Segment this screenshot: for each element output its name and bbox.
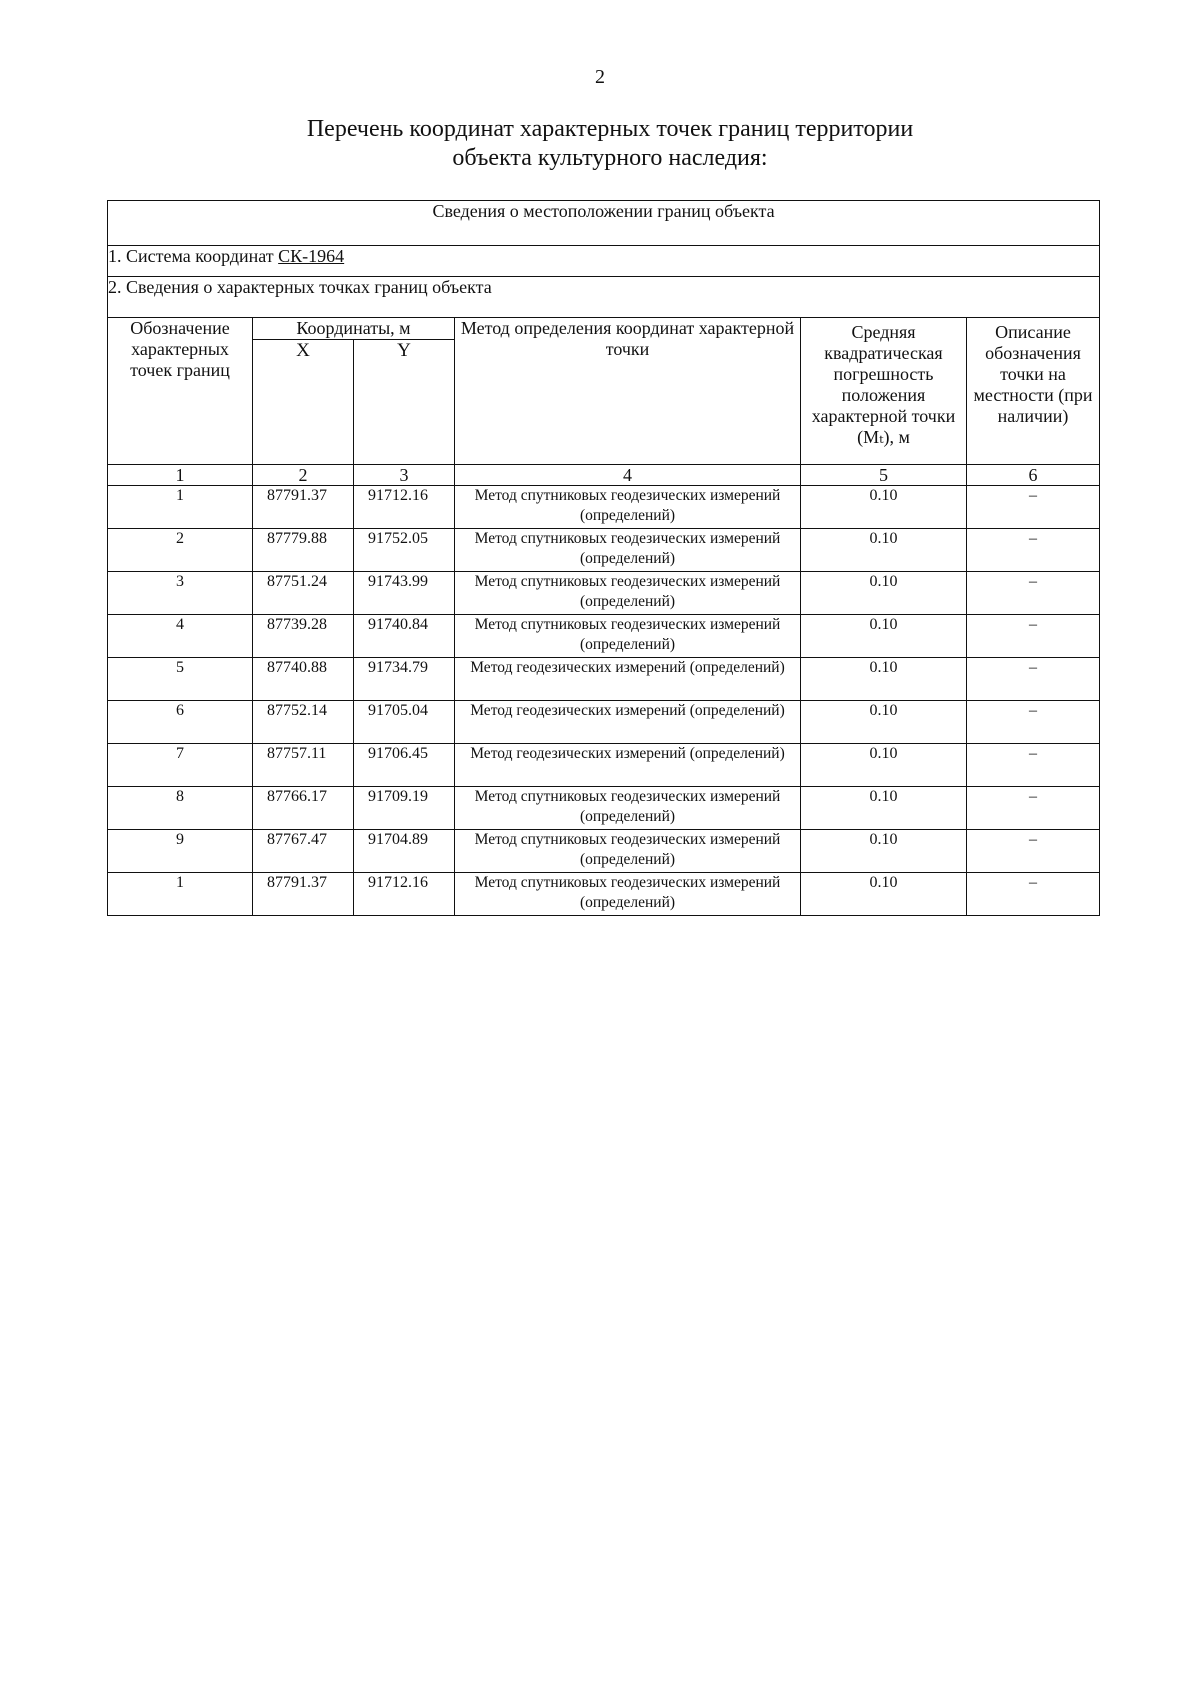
header-method: Метод определения координат характерной точки	[455, 318, 801, 465]
point-number: 3	[108, 572, 253, 615]
column-number: 4	[455, 465, 801, 486]
point-description: –	[967, 486, 1100, 529]
coord-x: 87791.37	[253, 486, 354, 529]
table-row	[108, 830, 1100, 873]
method: Метод геодезических измерений (определений)	[455, 744, 801, 787]
section-title: Сведения о местоположении границ объекта	[108, 201, 1100, 246]
column-number: 1	[108, 465, 253, 486]
method: Метод спутниковых геодезических измерений (определений)	[455, 615, 801, 658]
page-number: 2	[595, 66, 605, 88]
mean-error: 0.10	[801, 572, 967, 615]
column-number: 6	[967, 465, 1100, 486]
method: Метод геодезических измерений (определений)	[455, 658, 801, 701]
coord-y: 91752.05	[354, 529, 455, 572]
mean-error: 0.10	[801, 615, 967, 658]
point-description: –	[967, 701, 1100, 744]
mean-error: 0.10	[801, 873, 967, 916]
coord-y: 91705.04	[354, 701, 455, 744]
coord-x: 87767.47	[253, 830, 354, 873]
point-description: –	[967, 830, 1100, 873]
coord-y: 91706.45	[354, 744, 455, 787]
header-description: Описание обозначения точки на местности (при наличии)	[967, 318, 1100, 465]
table-row	[108, 701, 1100, 744]
point-description: –	[967, 658, 1100, 701]
column-number: 2	[253, 465, 354, 486]
point-number: 1	[108, 486, 253, 529]
mean-error: 0.10	[801, 830, 967, 873]
point-number: 5	[108, 658, 253, 701]
coord-x: 87740.88	[253, 658, 354, 701]
header-coordinates: Координаты, м	[253, 318, 455, 340]
table-row	[108, 658, 1100, 701]
title-line-1: Перечень координат характерных точек границ территории	[306, 116, 914, 142]
method: Метод спутниковых геодезических измерений (определений)	[455, 486, 801, 529]
point-description: –	[967, 615, 1100, 658]
method: Метод спутниковых геодезических измерений (определений)	[455, 572, 801, 615]
coord-y: 91712.16	[354, 873, 455, 916]
mean-error: 0.10	[801, 787, 967, 830]
method: Метод спутниковых геодезических измерений (определений)	[455, 787, 801, 830]
header-error: Средняя квадратическая погрешность положения характерной точки (Mₜ), м	[801, 318, 967, 465]
boundary-points-table	[107, 200, 1100, 916]
title-line-2: объекта культурного наследия:	[452, 145, 768, 171]
mean-error: 0.10	[801, 529, 967, 572]
point-number: 9	[108, 830, 253, 873]
coord-y: 91734.79	[354, 658, 455, 701]
mean-error: 0.10	[801, 486, 967, 529]
mean-error: 0.10	[801, 658, 967, 701]
table-row	[108, 529, 1100, 572]
header-point-designation: Обозначение характерных точек границ	[108, 318, 253, 465]
header-y: Y	[354, 340, 455, 465]
point-number: 1	[108, 873, 253, 916]
point-description: –	[967, 529, 1100, 572]
point-number: 4	[108, 615, 253, 658]
column-numbers-row	[108, 465, 1100, 486]
table-row	[108, 787, 1100, 830]
point-description: –	[967, 572, 1100, 615]
table-row	[108, 486, 1100, 529]
point-description: –	[967, 787, 1100, 830]
column-number: 5	[801, 465, 967, 486]
coord-x: 87757.11	[253, 744, 354, 787]
points-section-title: 2. Сведения о характерных точках границ объекта	[108, 277, 1100, 318]
coord-x: 87751.24	[253, 572, 354, 615]
point-number: 7	[108, 744, 253, 787]
point-number: 2	[108, 529, 253, 572]
coord-x: 87739.28	[253, 615, 354, 658]
coord-y: 91740.84	[354, 615, 455, 658]
document-title	[0, 115, 1200, 173]
point-description: –	[967, 873, 1100, 916]
coord-y: 91743.99	[354, 572, 455, 615]
method: Метод геодезических измерений (определений)	[455, 701, 801, 744]
coord-y: 91704.89	[354, 830, 455, 873]
table-row	[108, 615, 1100, 658]
mean-error: 0.10	[801, 701, 967, 744]
method: Метод спутниковых геодезических измерений (определений)	[455, 529, 801, 572]
coordinate-system-value: СК-1964	[278, 246, 345, 266]
method: Метод спутниковых геодезических измерений (определений)	[455, 830, 801, 873]
table-row	[108, 744, 1100, 787]
point-description: –	[967, 744, 1100, 787]
table-row	[108, 873, 1100, 916]
method: Метод спутниковых геодезических измерений (определений)	[455, 873, 801, 916]
coord-y: 91709.19	[354, 787, 455, 830]
coord-x: 87779.88	[253, 529, 354, 572]
table-row	[108, 572, 1100, 615]
coord-x: 87791.37	[253, 873, 354, 916]
point-number: 8	[108, 787, 253, 830]
header-x: X	[253, 340, 354, 465]
mean-error: 0.10	[801, 744, 967, 787]
coord-y: 91712.16	[354, 486, 455, 529]
coordinate-system-label: 1. Система координат	[108, 246, 279, 266]
column-number: 3	[354, 465, 455, 486]
coordinate-system-row	[108, 246, 1100, 277]
coord-x: 87766.17	[253, 787, 354, 830]
coord-x: 87752.14	[253, 701, 354, 744]
point-number: 6	[108, 701, 253, 744]
